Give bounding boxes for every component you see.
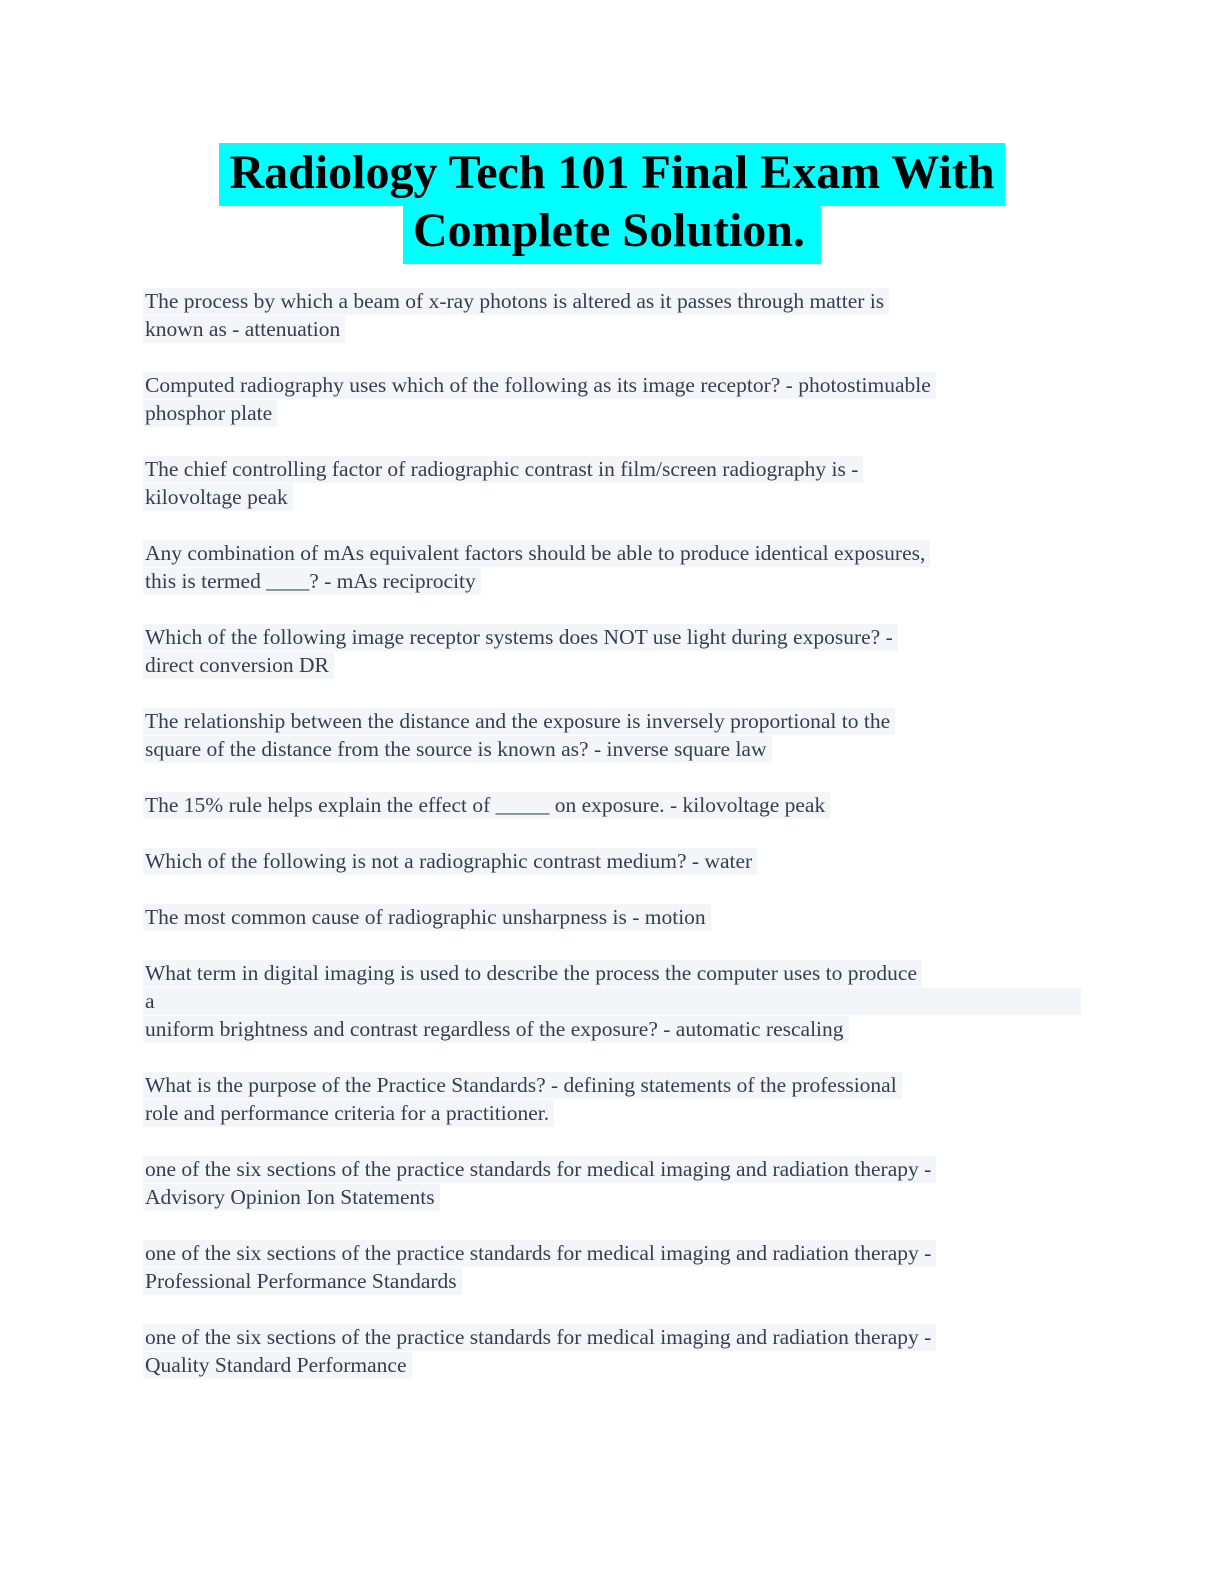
qa-line-text: this is termed ____? - mAs reciprocity bbox=[143, 568, 481, 595]
qa-line-text: kilovoltage peak bbox=[143, 484, 293, 511]
qa-item-contrast-medium bbox=[143, 848, 1081, 876]
qa-line bbox=[143, 848, 1081, 876]
qa-line bbox=[143, 960, 1081, 988]
qa-item-computed-radiography bbox=[143, 372, 1081, 428]
qa-line bbox=[143, 1324, 1081, 1352]
qa-line bbox=[143, 484, 1081, 512]
qa-content bbox=[0, 260, 1224, 1380]
qa-line bbox=[143, 1184, 1081, 1212]
qa-line bbox=[143, 792, 1081, 820]
qa-line-text: Which of the following is not a radiographic contrast medium? - water bbox=[143, 848, 757, 875]
qa-item-unsharpness-motion bbox=[143, 904, 1081, 932]
qa-line-text: Any combination of mAs equivalent factors should be able to produce identical exposures, bbox=[143, 540, 930, 567]
qa-line-text: Computed radiography uses which of the following as its image receptor? - photostimuable bbox=[143, 372, 936, 399]
qa-item-professional-performance bbox=[143, 1240, 1081, 1296]
qa-line bbox=[143, 456, 1081, 484]
qa-line bbox=[143, 624, 1081, 652]
qa-item-advisory-opinion bbox=[143, 1156, 1081, 1212]
qa-line-text: The most common cause of radiographic unsharpness is - motion bbox=[143, 904, 711, 931]
qa-line bbox=[143, 736, 1081, 764]
qa-line-text: What term in digital imaging is used to describe the process the computer uses to produce bbox=[143, 960, 922, 987]
qa-line-text: a bbox=[143, 988, 1081, 1015]
qa-line-text: The chief controlling factor of radiographic contrast in film/screen radiography is - bbox=[143, 456, 863, 483]
qa-item-direct-conversion bbox=[143, 624, 1081, 680]
qa-line bbox=[143, 372, 1081, 400]
qa-line-text: one of the six sections of the practice standards for medical imaging and radiation therapy - bbox=[143, 1156, 936, 1183]
qa-line-text: Quality Standard Performance bbox=[143, 1352, 412, 1379]
title-line-1: Radiology Tech 101 Final Exam With bbox=[219, 143, 1004, 206]
qa-line bbox=[143, 316, 1081, 344]
qa-line-text: Advisory Opinion Ion Statements bbox=[143, 1184, 440, 1211]
qa-item-practice-standards-purpose bbox=[143, 1072, 1081, 1128]
qa-line-text: Which of the following image receptor systems does NOT use light during exposure? - bbox=[143, 624, 898, 651]
qa-line-text: square of the distance from the source is known as? - inverse square law bbox=[143, 736, 772, 763]
qa-item-attenuation bbox=[143, 288, 1081, 344]
qa-line-text: Professional Performance Standards bbox=[143, 1268, 462, 1295]
qa-line bbox=[143, 904, 1081, 932]
qa-line bbox=[143, 288, 1081, 316]
qa-line-text: The process by which a beam of x-ray photons is altered as it passes through matter is bbox=[143, 288, 889, 315]
qa-line-text: phosphor plate bbox=[143, 400, 277, 427]
qa-line bbox=[143, 540, 1081, 568]
qa-item-quality-standard bbox=[143, 1324, 1081, 1380]
qa-line-text: The relationship between the distance and the exposure is inversely proportional to the bbox=[143, 708, 895, 735]
qa-line bbox=[143, 1016, 1081, 1044]
qa-line-text: known as - attenuation bbox=[143, 316, 345, 343]
title-line-2: Complete Solution. bbox=[403, 201, 821, 264]
qa-line-text: direct conversion DR bbox=[143, 652, 334, 679]
qa-item-mas-reciprocity bbox=[143, 540, 1081, 596]
qa-line-text: one of the six sections of the practice standards for medical imaging and radiation therapy - bbox=[143, 1324, 936, 1351]
qa-line bbox=[143, 652, 1081, 680]
qa-line-text: one of the six sections of the practice standards for medical imaging and radiation therapy - bbox=[143, 1240, 936, 1267]
qa-line bbox=[143, 1100, 1081, 1128]
qa-line bbox=[143, 1352, 1081, 1380]
qa-line bbox=[143, 1240, 1081, 1268]
qa-item-15-percent-rule bbox=[143, 792, 1081, 820]
qa-item-inverse-square-law bbox=[143, 708, 1081, 764]
qa-line bbox=[143, 988, 1081, 1016]
qa-item-automatic-rescaling bbox=[143, 960, 1081, 1044]
qa-line-text: role and performance criteria for a practitioner. bbox=[143, 1100, 554, 1127]
qa-item-contrast-factor bbox=[143, 456, 1081, 512]
qa-line bbox=[143, 1072, 1081, 1100]
qa-line bbox=[143, 1156, 1081, 1184]
qa-line-text: The 15% rule helps explain the effect of _____ on exposure. - kilovoltage peak bbox=[143, 792, 830, 819]
qa-line-text: uniform brightness and contrast regardless of the exposure? - automatic rescaling bbox=[143, 1016, 849, 1043]
qa-line-text: What is the purpose of the Practice Standards? - defining statements of the professional bbox=[143, 1072, 902, 1099]
document-title bbox=[0, 0, 1224, 260]
qa-line bbox=[143, 1268, 1081, 1296]
qa-line bbox=[143, 708, 1081, 736]
qa-line bbox=[143, 568, 1081, 596]
qa-line bbox=[143, 400, 1081, 428]
